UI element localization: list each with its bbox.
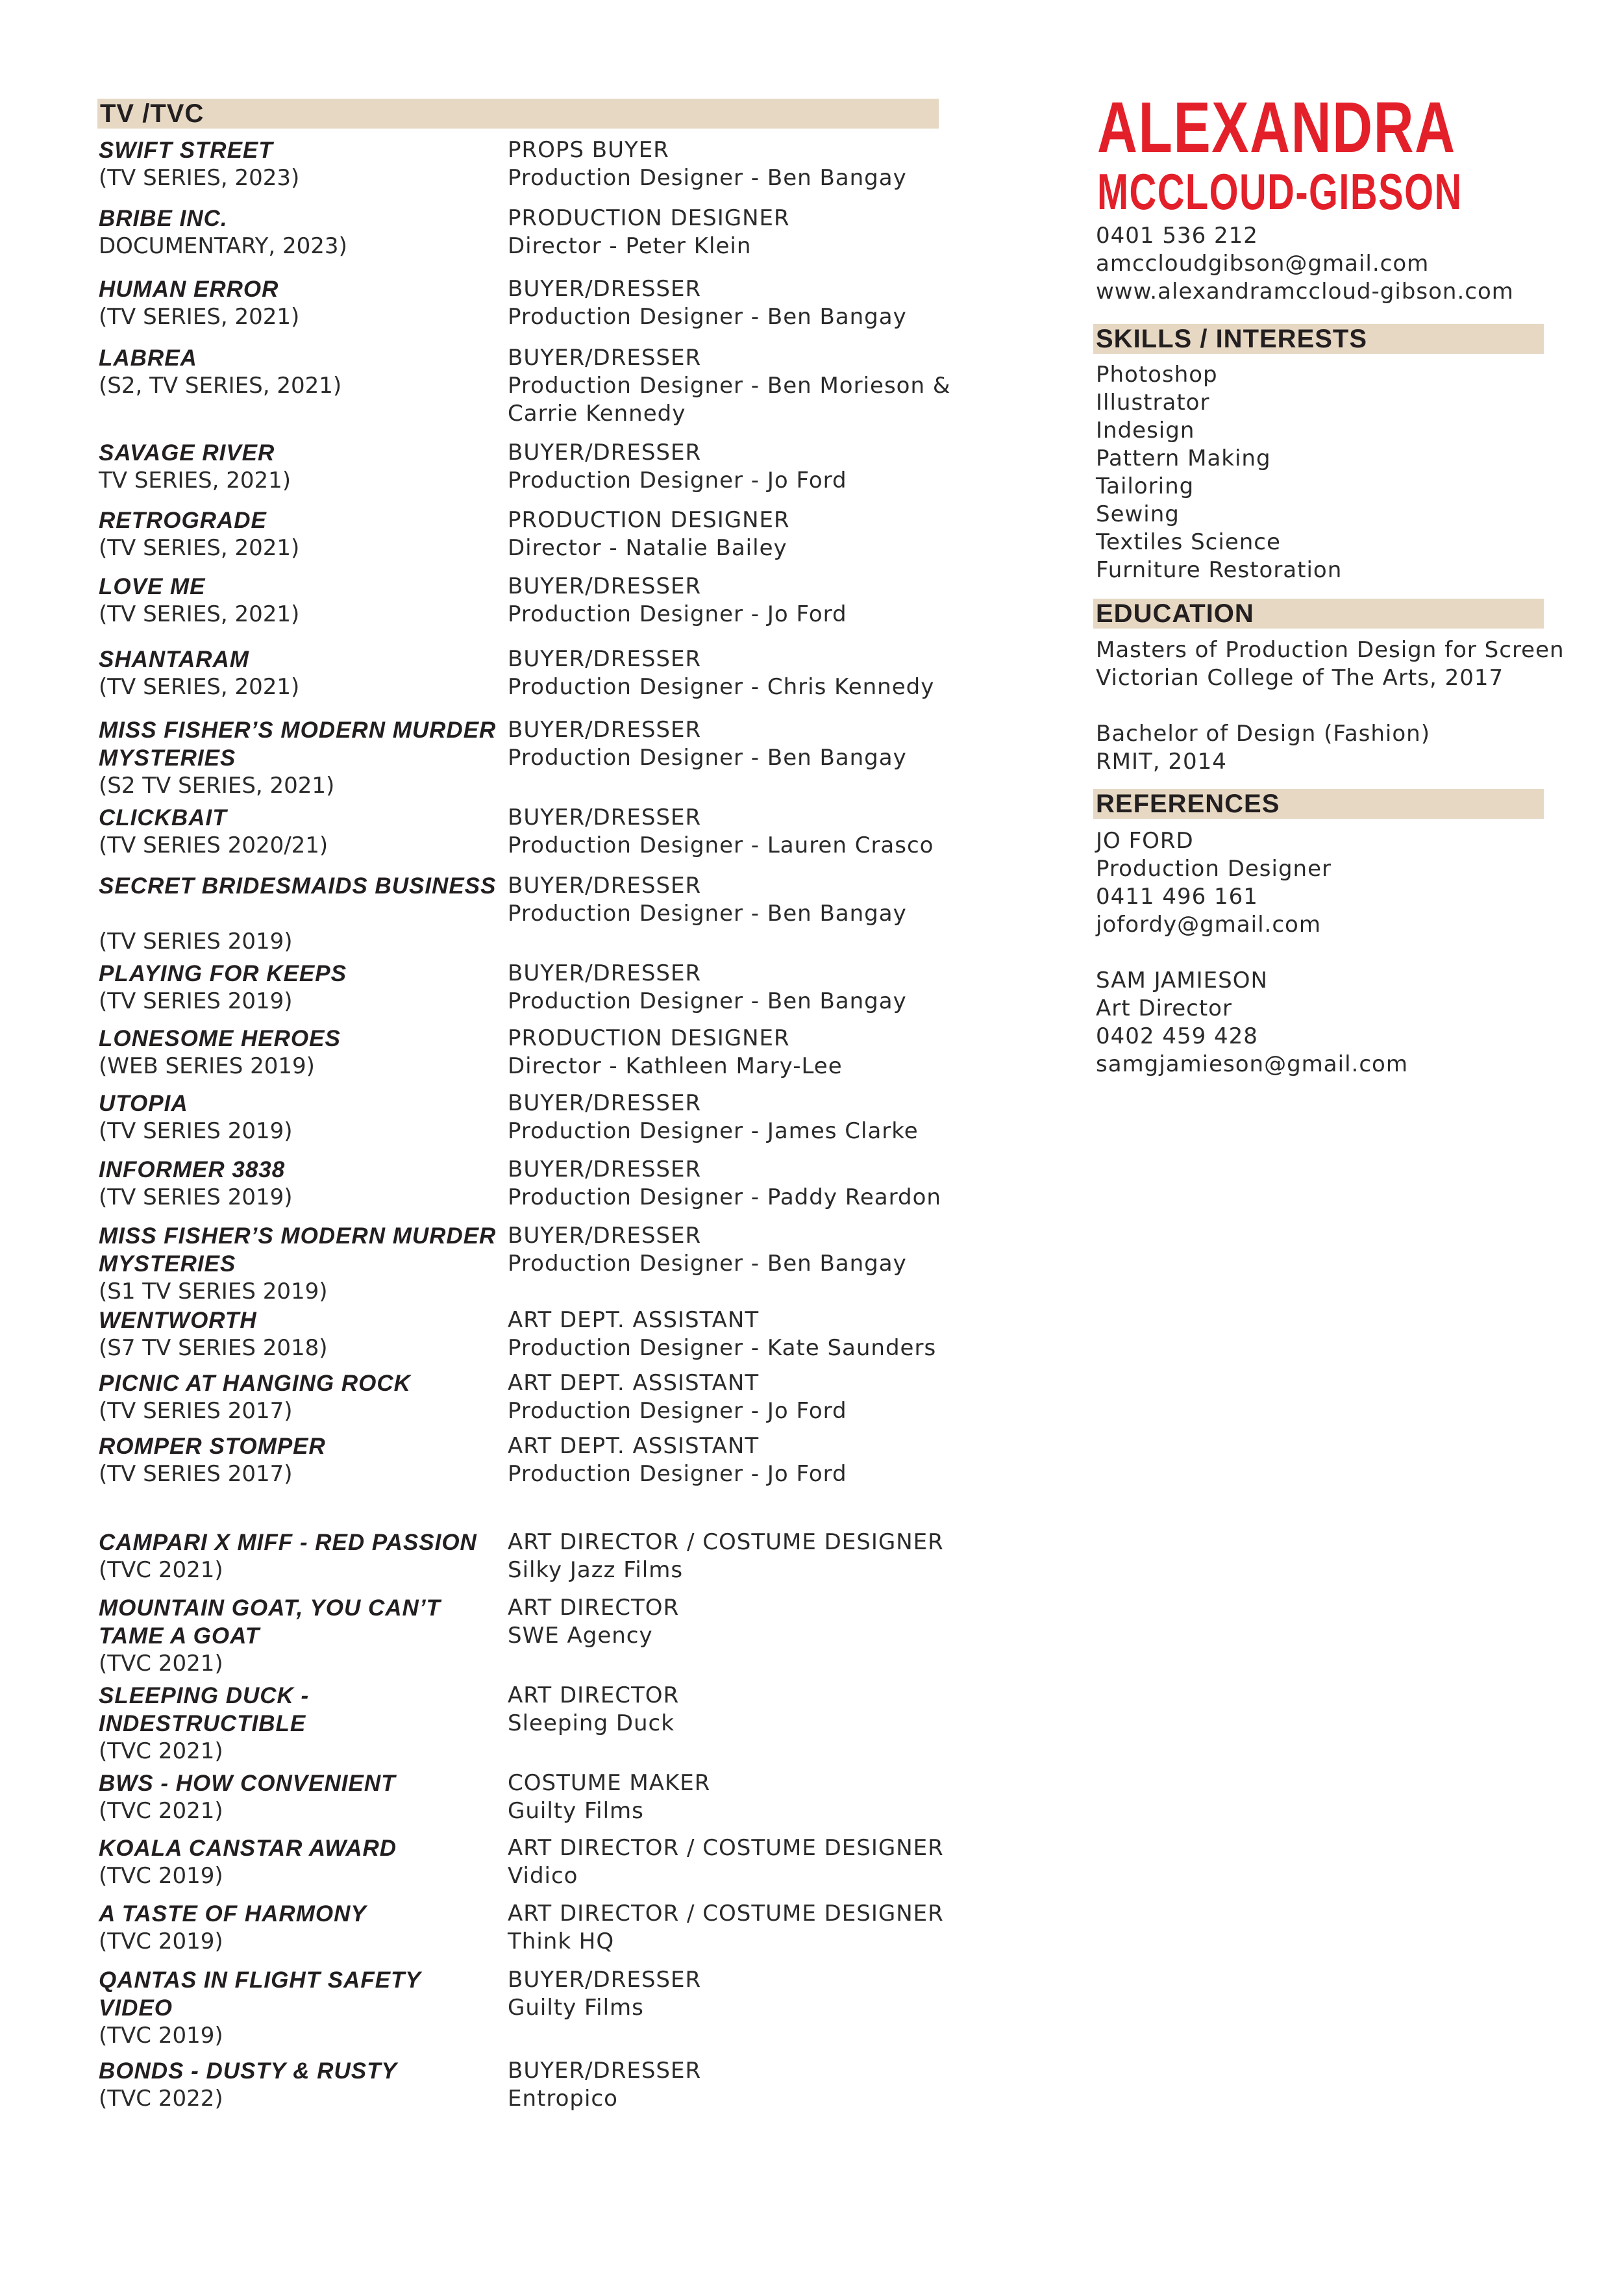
skill-item: Illustrator (1096, 390, 1210, 416)
credit-detail: Production Designer - Jo Ford (508, 601, 847, 627)
education-institution: Victorian College of The Arts, 2017 (1096, 665, 1504, 691)
education-list (1096, 636, 1565, 776)
credit-title: SHANTARAM (99, 647, 249, 672)
credit-detail: Production Designer - Paddy Reardon (508, 1184, 941, 1210)
credit-format-year: (TVC 2021) (99, 1557, 223, 1583)
credit-format-year: (S2, TV SERIES, 2021) (99, 373, 342, 399)
skill-item: Photoshop (1096, 362, 1218, 388)
credit-title: BRIBE INC. (99, 206, 228, 231)
credit-format-year: TV SERIES, 2021) (99, 468, 291, 493)
credit-title: MISS FISHER’S MODERN MURDER MYSTERIES (99, 718, 497, 771)
credit-format-year: (TV SERIES, 2021) (99, 674, 300, 700)
credit-format-year: (TVC 2022) (99, 2086, 223, 2112)
credit-role: BUYER/DRESSER (508, 1156, 702, 1182)
credit-role: BUYER/DRESSER (508, 1967, 702, 1993)
credit-title: SECRET BRIDESMAIDS BUSINESS (99, 873, 497, 899)
credit-detail: Production Designer - Ben Bangay (508, 304, 907, 330)
credit-role: ART DIRECTOR / COSTUME DESIGNER (508, 1529, 944, 1555)
credit-detail: Guilty Films (508, 1798, 644, 1824)
name-first: ALEXANDRA (1097, 88, 1456, 168)
contact-website[interactable]: www.alexandramccloud-gibson.com (1096, 279, 1514, 305)
reference-name: SAM JAMIESON (1096, 967, 1268, 993)
contact-info (1096, 222, 1514, 306)
credit-role: BUYER/DRESSER (508, 276, 702, 302)
credit-role: BUYER/DRESSER (508, 2058, 702, 2084)
credit-detail: Entropico (508, 2086, 618, 2112)
credit-role: PRODUCTION DESIGNER (508, 507, 790, 533)
credit-title: RETROGRADE (99, 508, 267, 533)
credit-detail: Director - Peter Klein (508, 233, 752, 259)
contact-phone: 0401 536 212 (1096, 223, 1258, 249)
reference-title: Art Director (1096, 995, 1232, 1021)
credit-format-year: (TV SERIES 2019) (99, 929, 293, 955)
reference-title: Production Designer (1096, 856, 1332, 882)
skills-list (1096, 361, 1342, 584)
credit-role: ART DEPT. ASSISTANT (508, 1370, 760, 1396)
credit-title: QANTAS IN FLIGHT SAFETY VIDEO (99, 1967, 421, 2021)
credit-role: ART DIRECTOR (508, 1595, 680, 1621)
credit-role: ART DIRECTOR / COSTUME DESIGNER (508, 1901, 944, 1927)
credit-format-year: (TVC 2019) (99, 1928, 223, 1954)
credit-title: A TASTE OF HARMONY (99, 1901, 367, 1927)
credit-title: KOALA CANSTAR AWARD (99, 1836, 397, 1861)
credit-detail: Director - Kathleen Mary-Lee (508, 1053, 843, 1079)
section-header-skills (1093, 324, 1544, 354)
reference-name: JO FORD (1096, 828, 1194, 854)
credit-role: BUYER/DRESSER (508, 960, 702, 986)
credit-title: LOVE ME (99, 574, 206, 599)
credit-detail: Production Designer - James Clarke (508, 1118, 919, 1144)
credit-title: ROMPER STOMPER (99, 1434, 326, 1459)
credit-title: SAVAGE RIVER (99, 440, 275, 466)
credit-format-year: (TV SERIES 2019) (99, 1184, 293, 1210)
credit-title: MOUNTAIN GOAT, YOU CAN’T TAME A GOAT (99, 1595, 441, 1649)
credit-detail: Production Designer - Ben Bangay (508, 988, 907, 1014)
education-institution: RMIT, 2014 (1096, 749, 1227, 775)
credit-format-year: (TVC 2021) (99, 1651, 223, 1677)
credit-title: PLAYING FOR KEEPS (99, 961, 347, 986)
section-header-label: REFERENCES (1096, 790, 1280, 818)
credit-format-year: (S1 TV SERIES 2019) (99, 1279, 328, 1304)
credit-format-year: (TVC 2019) (99, 1863, 223, 1889)
credit-format-year: (TV SERIES, 2021) (99, 601, 300, 627)
credit-title: CLICKBAIT (99, 805, 227, 830)
credit-detail: Director - Natalie Bailey (508, 535, 787, 561)
credit-title: SWIFT STREET (99, 138, 273, 163)
credit-detail: Production Designer - Ben Bangay (508, 745, 907, 771)
credit-format-year: (TV SERIES 2017) (99, 1398, 293, 1424)
credit-role: BUYER/DRESSER (508, 1223, 702, 1249)
credit-detail: Production Designer - Jo Ford (508, 1461, 847, 1487)
credit-format-year: (TV SERIES 2017) (99, 1461, 293, 1487)
credit-format-year: (TV SERIES 2019) (99, 988, 293, 1014)
skill-item: Furniture Restoration (1096, 557, 1343, 583)
credit-role: BUYER/DRESSER (508, 345, 702, 371)
credit-title: LABREA (99, 345, 197, 371)
credit-detail: Production Designer - Jo Ford (508, 1398, 847, 1424)
credit-role: BUYER/DRESSER (508, 440, 702, 466)
section-header-label: EDUCATION (1096, 599, 1254, 628)
credit-role: ART DEPT. ASSISTANT (508, 1307, 760, 1333)
section-header-label: SKILLS / INTERESTS (1096, 325, 1368, 353)
credit-role: PRODUCTION DESIGNER (508, 1025, 790, 1051)
credit-title: BWS - HOW CONVENIENT (99, 1771, 396, 1796)
credit-title: PICNIC AT HANGING ROCK (99, 1371, 411, 1396)
credit-format-year: (WEB SERIES 2019) (99, 1053, 315, 1079)
credit-format-year: DOCUMENTARY, 2023) (99, 233, 347, 259)
contact-email[interactable]: amccloudgibson@gmail.com (1096, 251, 1430, 277)
reference-email[interactable]: jofordy@gmail.com (1096, 912, 1321, 938)
credit-role: BUYER/DRESSER (508, 573, 702, 599)
section-header-education (1093, 599, 1544, 629)
skill-item: Pattern Making (1096, 445, 1271, 471)
credit-title: UTOPIA (99, 1091, 188, 1116)
credit-role: PRODUCTION DESIGNER (508, 205, 790, 231)
credit-role: BUYER/DRESSER (508, 873, 702, 899)
skill-item: Sewing (1096, 501, 1180, 527)
credit-role: BUYER/DRESSER (508, 717, 702, 743)
section-header-tv-tvc (97, 99, 939, 129)
credit-format-year: (TV SERIES, 2021) (99, 304, 300, 330)
credit-detail: Silky Jazz Films (508, 1557, 684, 1583)
credit-role: BUYER/DRESSER (508, 805, 702, 830)
reference-phone: 0402 459 428 (1096, 1023, 1258, 1049)
credit-detail: Think HQ (508, 1928, 615, 1954)
credit-title: HUMAN ERROR (99, 277, 279, 302)
skill-item: Textiles Science (1096, 529, 1281, 555)
education-degree: Bachelor of Design (Fashion) (1096, 721, 1430, 747)
credit-detail: Guilty Films (508, 1995, 644, 2021)
skill-item: Indesign (1096, 418, 1195, 443)
credit-role: BUYER/DRESSER (508, 646, 702, 672)
credit-detail: Production Designer - Ben Bangay (508, 901, 907, 927)
credit-detail: Production Designer - Ben Bangay (508, 165, 907, 191)
credit-title: INFORMER 3838 (99, 1157, 286, 1182)
name-last: MCCLOUD-GIBSON (1097, 163, 1463, 220)
credit-role: ART DIRECTOR (508, 1682, 680, 1708)
credit-detail: Production Designer - Ben Morieson & Carrie Kennedy (508, 373, 951, 427)
credit-format-year: (TV SERIES, 2023) (99, 165, 300, 191)
credit-format-year: (TV SERIES 2020/21) (99, 832, 328, 858)
credit-detail: Production Designer - Jo Ford (508, 468, 847, 493)
credit-role: PROPS BUYER (508, 137, 669, 163)
section-header-references (1093, 789, 1544, 819)
credit-title: MISS FISHER’S MODERN MURDER MYSTERIES (99, 1223, 497, 1277)
reference-email[interactable]: samgjamieson@gmail.com (1096, 1051, 1408, 1077)
credit-role: COSTUME MAKER (508, 1770, 711, 1796)
credit-format-year: (TV SERIES 2019) (99, 1118, 293, 1144)
credit-detail: Vidico (508, 1863, 578, 1889)
credit-title: SLEEPING DUCK - INDESTRUCTIBLE (99, 1683, 310, 1736)
section-header-label: TV /TVC (100, 99, 204, 128)
credit-detail: Production Designer - Ben Bangay (508, 1251, 907, 1277)
credit-title: CAMPARI X MIFF - RED PASSION (99, 1530, 477, 1555)
credit-format-year: (TV SERIES, 2021) (99, 535, 300, 561)
credit-title: WENTWORTH (99, 1308, 257, 1333)
credit-role: ART DEPT. ASSISTANT (508, 1433, 760, 1459)
credit-format-year: (TVC 2019) (99, 2023, 223, 2049)
credit-role: BUYER/DRESSER (508, 1090, 702, 1116)
reference-phone: 0411 496 161 (1096, 884, 1258, 910)
education-degree: Masters of Production Design for Screen (1096, 637, 1565, 663)
credit-detail: Sleeping Duck (508, 1710, 675, 1736)
references-list (1096, 827, 1408, 1079)
credit-detail: SWE Agency (508, 1623, 653, 1649)
credit-format-year: (TVC 2021) (99, 1798, 223, 1824)
credit-title: BONDS - DUSTY & RUSTY (99, 2058, 397, 2084)
credit-title: LONESOME HEROES (99, 1026, 341, 1051)
credit-format-year: (TVC 2021) (99, 1738, 223, 1764)
credit-format-year: (S7 TV SERIES 2018) (99, 1335, 328, 1361)
credit-detail: Production Designer - Chris Kennedy (508, 674, 935, 700)
credit-role: ART DIRECTOR / COSTUME DESIGNER (508, 1835, 944, 1861)
skill-item: Tailoring (1096, 473, 1195, 499)
credit-detail: Production Designer - Kate Saunders (508, 1335, 937, 1361)
credit-format-year: (S2 TV SERIES, 2021) (99, 773, 335, 799)
credit-detail: Production Designer - Lauren Crasco (508, 832, 934, 858)
